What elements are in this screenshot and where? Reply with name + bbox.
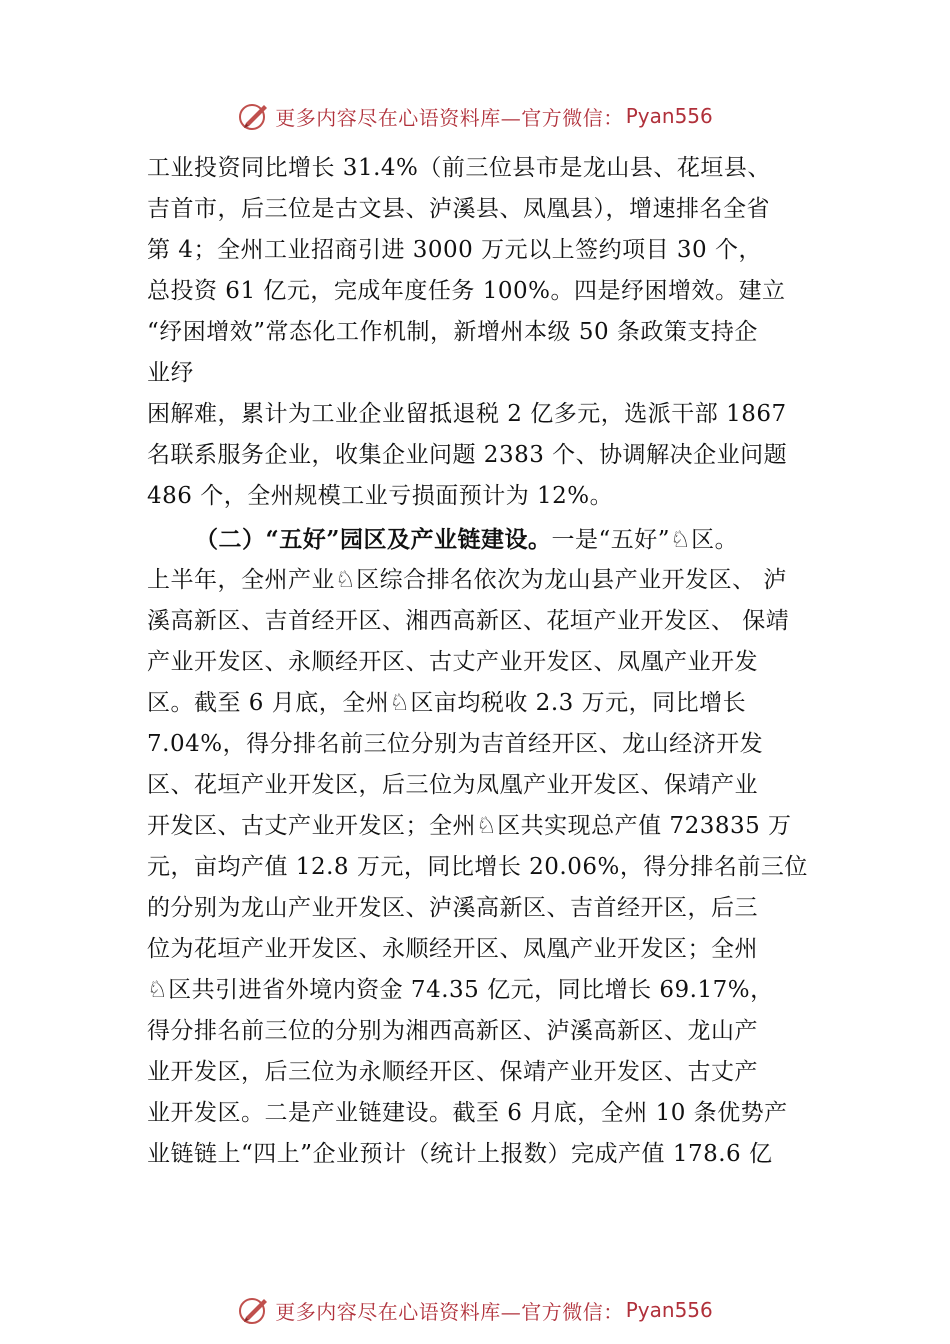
footer-wechat-id: Pyan556 xyxy=(625,1298,713,1322)
text-line: 吉首市，后三位是古文县、泸溪县、凤凰县），增速排名全省 xyxy=(147,196,770,222)
text-line: 困解难，累计为工业企业留抵退税 2 亿多元，选派干部 1867 xyxy=(147,401,787,427)
text-line: ♘区共引进省外境内资金 74.35 亿元，同比增长 69.17%， xyxy=(147,977,774,1003)
text-line: 工业投资同比增长 31.4%（前三位县市是龙山县、花垣县、 xyxy=(147,155,771,181)
text-line: 上半年，全州产业♘区综合排名依次为龙山县产业开发区、 泸 xyxy=(147,567,787,593)
footer-banner xyxy=(0,1290,950,1330)
text-line: 业开发区。二是产业链建设。截至 6 月底，全州 10 条优势产 xyxy=(147,1100,788,1126)
text-line: 名联系服务企业，收集企业问题 2383 个、协调解决企业问题 xyxy=(147,442,788,468)
text-line: 业开发区，后三位为永顺经开区、保靖产业开发区、古丈产 xyxy=(147,1059,758,1085)
text-line: 开发区、古丈产业开发区；全州♘区共实现总产值 723835 万 xyxy=(147,813,792,839)
text-line: “纾困增效”常态化工作机制，新增州本级 50 条政策支持企 xyxy=(147,319,758,345)
text-line: 区、花垣产业开发区，后三位为凤凰产业开发区、保靖产业 xyxy=(147,772,758,798)
pen-logo-icon xyxy=(237,1293,271,1327)
text-line: 溪高新区、吉首经开区、湘西高新区、花垣产业开发区、 保靖 xyxy=(147,608,790,634)
text-line: 产业开发区、永顺经开区、古丈产业开发区、凤凰产业开发 xyxy=(147,649,758,675)
text-line: 区。截至 6 月底，全州♘区亩均税收 2.3 万元，同比增长 xyxy=(147,690,747,716)
section-heading-line xyxy=(147,519,819,560)
header-wechat-id: Pyan556 xyxy=(625,104,713,128)
text-line: 7.04%，得分排名前三位分别为吉首经开区、龙山经济开发 xyxy=(147,731,764,757)
text-line: 总投资 61 亿元，完成年度任务 100%。四是纾困增效。建立 xyxy=(147,278,786,304)
text-line: 486 个，全州规模工业亏损面预计为 12%。 xyxy=(147,483,614,509)
text-line: 业链链上“四上”企业预计（统计上报数）完成产值 178.6 亿 xyxy=(147,1141,773,1167)
text-line: 元，亩均产值 12.8 万元，同比增长 20.06%，得分排名前三位 xyxy=(147,854,808,880)
document-body xyxy=(147,148,819,1175)
header-banner xyxy=(0,96,950,136)
text-line: 得分排名前三位的分别为湘西高新区、泸溪高新区、龙山产 xyxy=(147,1018,758,1044)
section-heading: （二）“五好”园区及产业链建设。 xyxy=(195,526,552,553)
text-line: 位为花垣产业开发区、永顺经开区、凤凰产业开发区；全州 xyxy=(147,936,758,962)
text-line: 第 4；全州工业招商引进 3000 万元以上签约项目 30 个， xyxy=(147,237,762,263)
text-run: 一是“五好”♘区。 xyxy=(551,527,739,553)
text-line: 业纾 xyxy=(147,360,194,386)
header-text: 更多内容尽在心语资料库—官方微信： xyxy=(275,105,624,130)
footer-text: 更多内容尽在心语资料库—官方微信： xyxy=(275,1299,624,1324)
pen-logo-icon xyxy=(237,99,271,133)
text-line: 的分别为龙山产业开发区、泸溪高新区、吉首经开区，后三 xyxy=(147,895,758,921)
